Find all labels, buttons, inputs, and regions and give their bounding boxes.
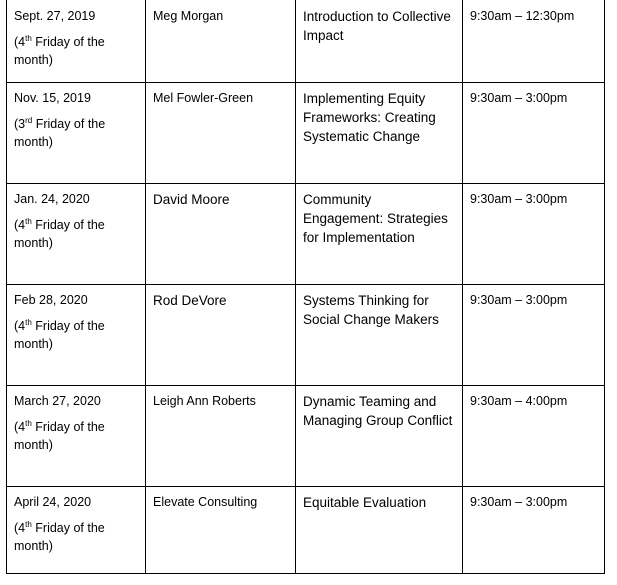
presenter-cell bbox=[146, 284, 296, 385]
session-date: March 27, 2020 bbox=[14, 393, 101, 408]
date-cell bbox=[7, 486, 146, 573]
title-cell bbox=[296, 183, 463, 284]
date-note: (4th Friday of the month) bbox=[14, 317, 105, 351]
title-cell bbox=[296, 82, 463, 183]
table-row bbox=[7, 82, 605, 183]
date-note: (4th Friday of the month) bbox=[14, 216, 105, 250]
title-cell bbox=[296, 0, 463, 82]
presenter-name: Rod DeVore bbox=[153, 292, 227, 308]
date-cell bbox=[7, 82, 146, 183]
time-cell bbox=[463, 385, 605, 486]
session-title: Introduction to Collective Impact bbox=[303, 9, 451, 43]
table-row bbox=[7, 486, 605, 573]
date-cell bbox=[7, 385, 146, 486]
session-date: Jan. 24, 2020 bbox=[14, 191, 90, 206]
session-schedule-table bbox=[6, 0, 605, 574]
time-cell bbox=[463, 284, 605, 385]
presenter-name: Elevate Consulting bbox=[153, 494, 258, 509]
date-note: (4th Friday of the month) bbox=[14, 34, 105, 67]
presenter-cell bbox=[146, 82, 296, 183]
session-time: 9:30am – 3:00pm bbox=[470, 494, 568, 509]
time-cell bbox=[463, 486, 605, 573]
session-title: Systems Thinking for Social Change Makers bbox=[303, 292, 439, 327]
table-row bbox=[7, 385, 605, 486]
session-title: Dynamic Teaming and Managing Group Conflict bbox=[303, 393, 453, 428]
session-time: 9:30am – 4:00pm bbox=[470, 393, 568, 408]
session-title: Equitable Evaluation bbox=[303, 494, 427, 510]
presenter-cell bbox=[146, 0, 296, 82]
title-cell bbox=[296, 385, 463, 486]
date-cell bbox=[7, 0, 146, 82]
presenter-name: Leigh Ann Roberts bbox=[153, 393, 256, 408]
session-time: 9:30am – 3:00pm bbox=[470, 292, 568, 307]
date-note: (4th Friday of the month) bbox=[14, 519, 105, 553]
date-cell bbox=[7, 183, 146, 284]
session-date: Nov. 15, 2019 bbox=[14, 90, 91, 105]
table-row bbox=[7, 0, 605, 82]
presenter-cell bbox=[146, 486, 296, 573]
presenter-cell bbox=[146, 385, 296, 486]
session-date: April 24, 2020 bbox=[14, 494, 92, 509]
date-note: (4th Friday of the month) bbox=[14, 418, 105, 452]
time-cell bbox=[463, 82, 605, 183]
session-date: Sept. 27, 2019 bbox=[14, 9, 96, 23]
session-title: Implementing Equity Frameworks: Creating Systematic Change bbox=[303, 90, 436, 144]
presenter-cell bbox=[146, 183, 296, 284]
session-date: Feb 28, 2020 bbox=[14, 292, 88, 307]
table-row bbox=[7, 183, 605, 284]
time-cell bbox=[463, 0, 605, 82]
presenter-name: Mel Fowler-Green bbox=[153, 90, 254, 105]
date-cell bbox=[7, 284, 146, 385]
session-title: Community Engagement: Strategies for Implementation bbox=[303, 191, 448, 245]
time-cell bbox=[463, 183, 605, 284]
title-cell bbox=[296, 284, 463, 385]
session-time: 9:30am – 3:00pm bbox=[470, 191, 568, 206]
session-time: 9:30am – 12:30pm bbox=[470, 9, 575, 23]
title-cell bbox=[296, 486, 463, 573]
presenter-name: Meg Morgan bbox=[153, 9, 224, 23]
presenter-name: David Moore bbox=[153, 191, 230, 207]
date-note: (3rd Friday of the month) bbox=[14, 115, 106, 149]
table-row bbox=[7, 284, 605, 385]
session-time: 9:30am – 3:00pm bbox=[470, 90, 568, 105]
